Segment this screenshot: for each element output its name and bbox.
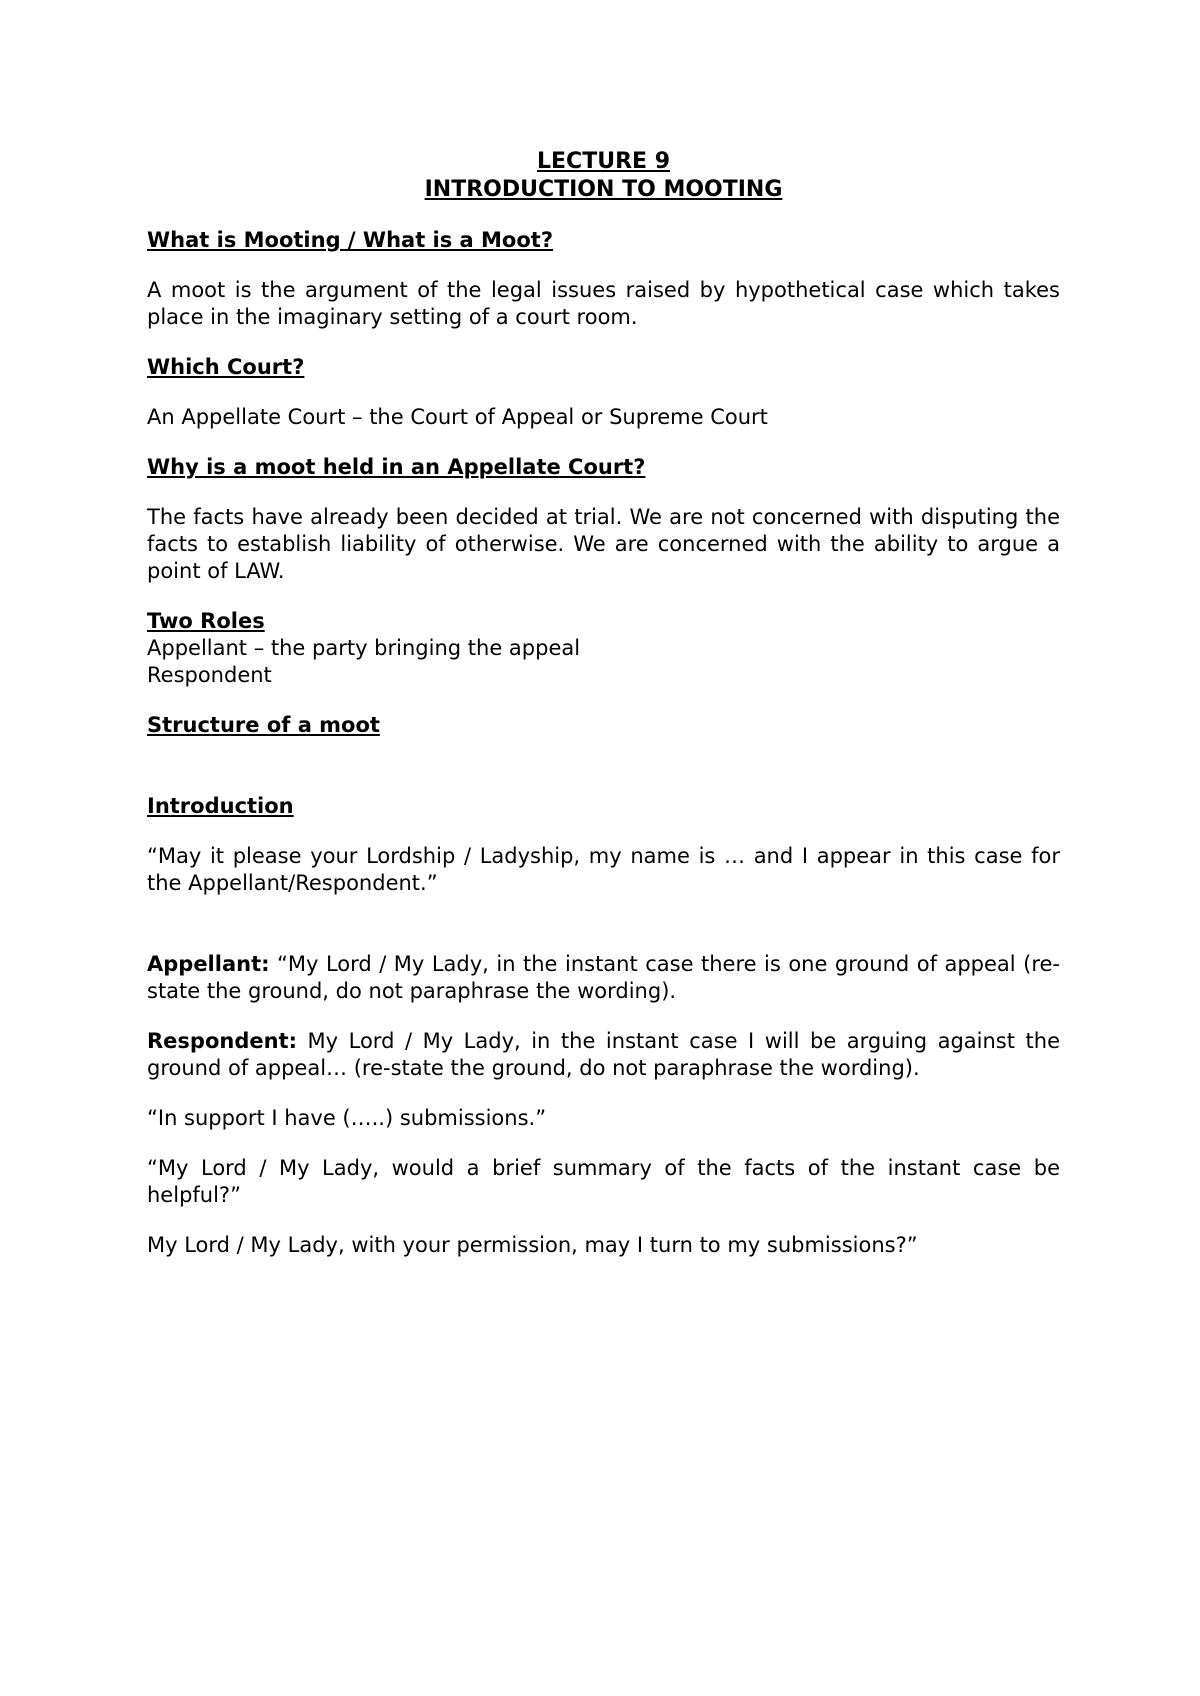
paragraph-opening: “May it please your Lordship / Ladyship, my name is … and I appear in this case for the Appellant/Respondent.” bbox=[147, 844, 1060, 895]
paragraph-respondent bbox=[147, 1028, 1060, 1082]
role-appellant: Appellant – the party bringing the appeal bbox=[147, 636, 581, 660]
heading-which-court: Which Court? bbox=[147, 355, 305, 379]
heading-introduction: Introduction bbox=[147, 794, 294, 818]
lecture-number: LECTURE 9 bbox=[537, 149, 670, 174]
document-page bbox=[147, 148, 1060, 1259]
role-respondent: Respondent bbox=[147, 663, 272, 687]
respondent-label: Respondent: bbox=[147, 1029, 297, 1053]
paragraph-summary: “My Lord / My Lady, would a brief summary of the facts of the instant case be helpful?” bbox=[147, 1156, 1060, 1207]
appellant-label: Appellant: bbox=[147, 952, 270, 976]
paragraph-which-court: An Appellate Court – the Court of Appeal or Supreme Court bbox=[147, 405, 768, 429]
appellant-text: “My Lord / My Lady, in the instant case there is one ground of appeal (re-state the ground, do not paraphrase the wording). bbox=[147, 952, 1060, 1003]
paragraph-why-appellate: The facts have already been decided at trial. We are not concerned with disputing the facts to establish liability of otherwise. We are concerned with the ability to argue a point of LAW. bbox=[147, 505, 1060, 583]
heading-why-appellate: Why is a moot held in an Appellate Court? bbox=[147, 455, 646, 479]
respondent-text: My Lord / My Lady, in the instant case I will be arguing against the ground of appeal… (re-state the ground, do not paraphrase the wording). bbox=[147, 1029, 1060, 1080]
paragraph-appellant bbox=[147, 951, 1060, 1005]
heading-what-is-mooting: What is Mooting / What is a Moot? bbox=[147, 228, 554, 252]
paragraph-support: “In support I have (…..) submissions.” bbox=[147, 1106, 547, 1130]
heading-structure: Structure of a moot bbox=[147, 713, 380, 737]
paragraph-permission: My Lord / My Lady, with your permission, may I turn to my submissions?” bbox=[147, 1233, 918, 1257]
paragraph-what-is-mooting: A moot is the argument of the legal issues raised by hypothetical case which takes place in the imaginary setting of a court room. bbox=[147, 278, 1060, 329]
document-title: INTRODUCTION TO MOOTING bbox=[424, 177, 783, 202]
heading-two-roles: Two Roles bbox=[147, 609, 265, 633]
